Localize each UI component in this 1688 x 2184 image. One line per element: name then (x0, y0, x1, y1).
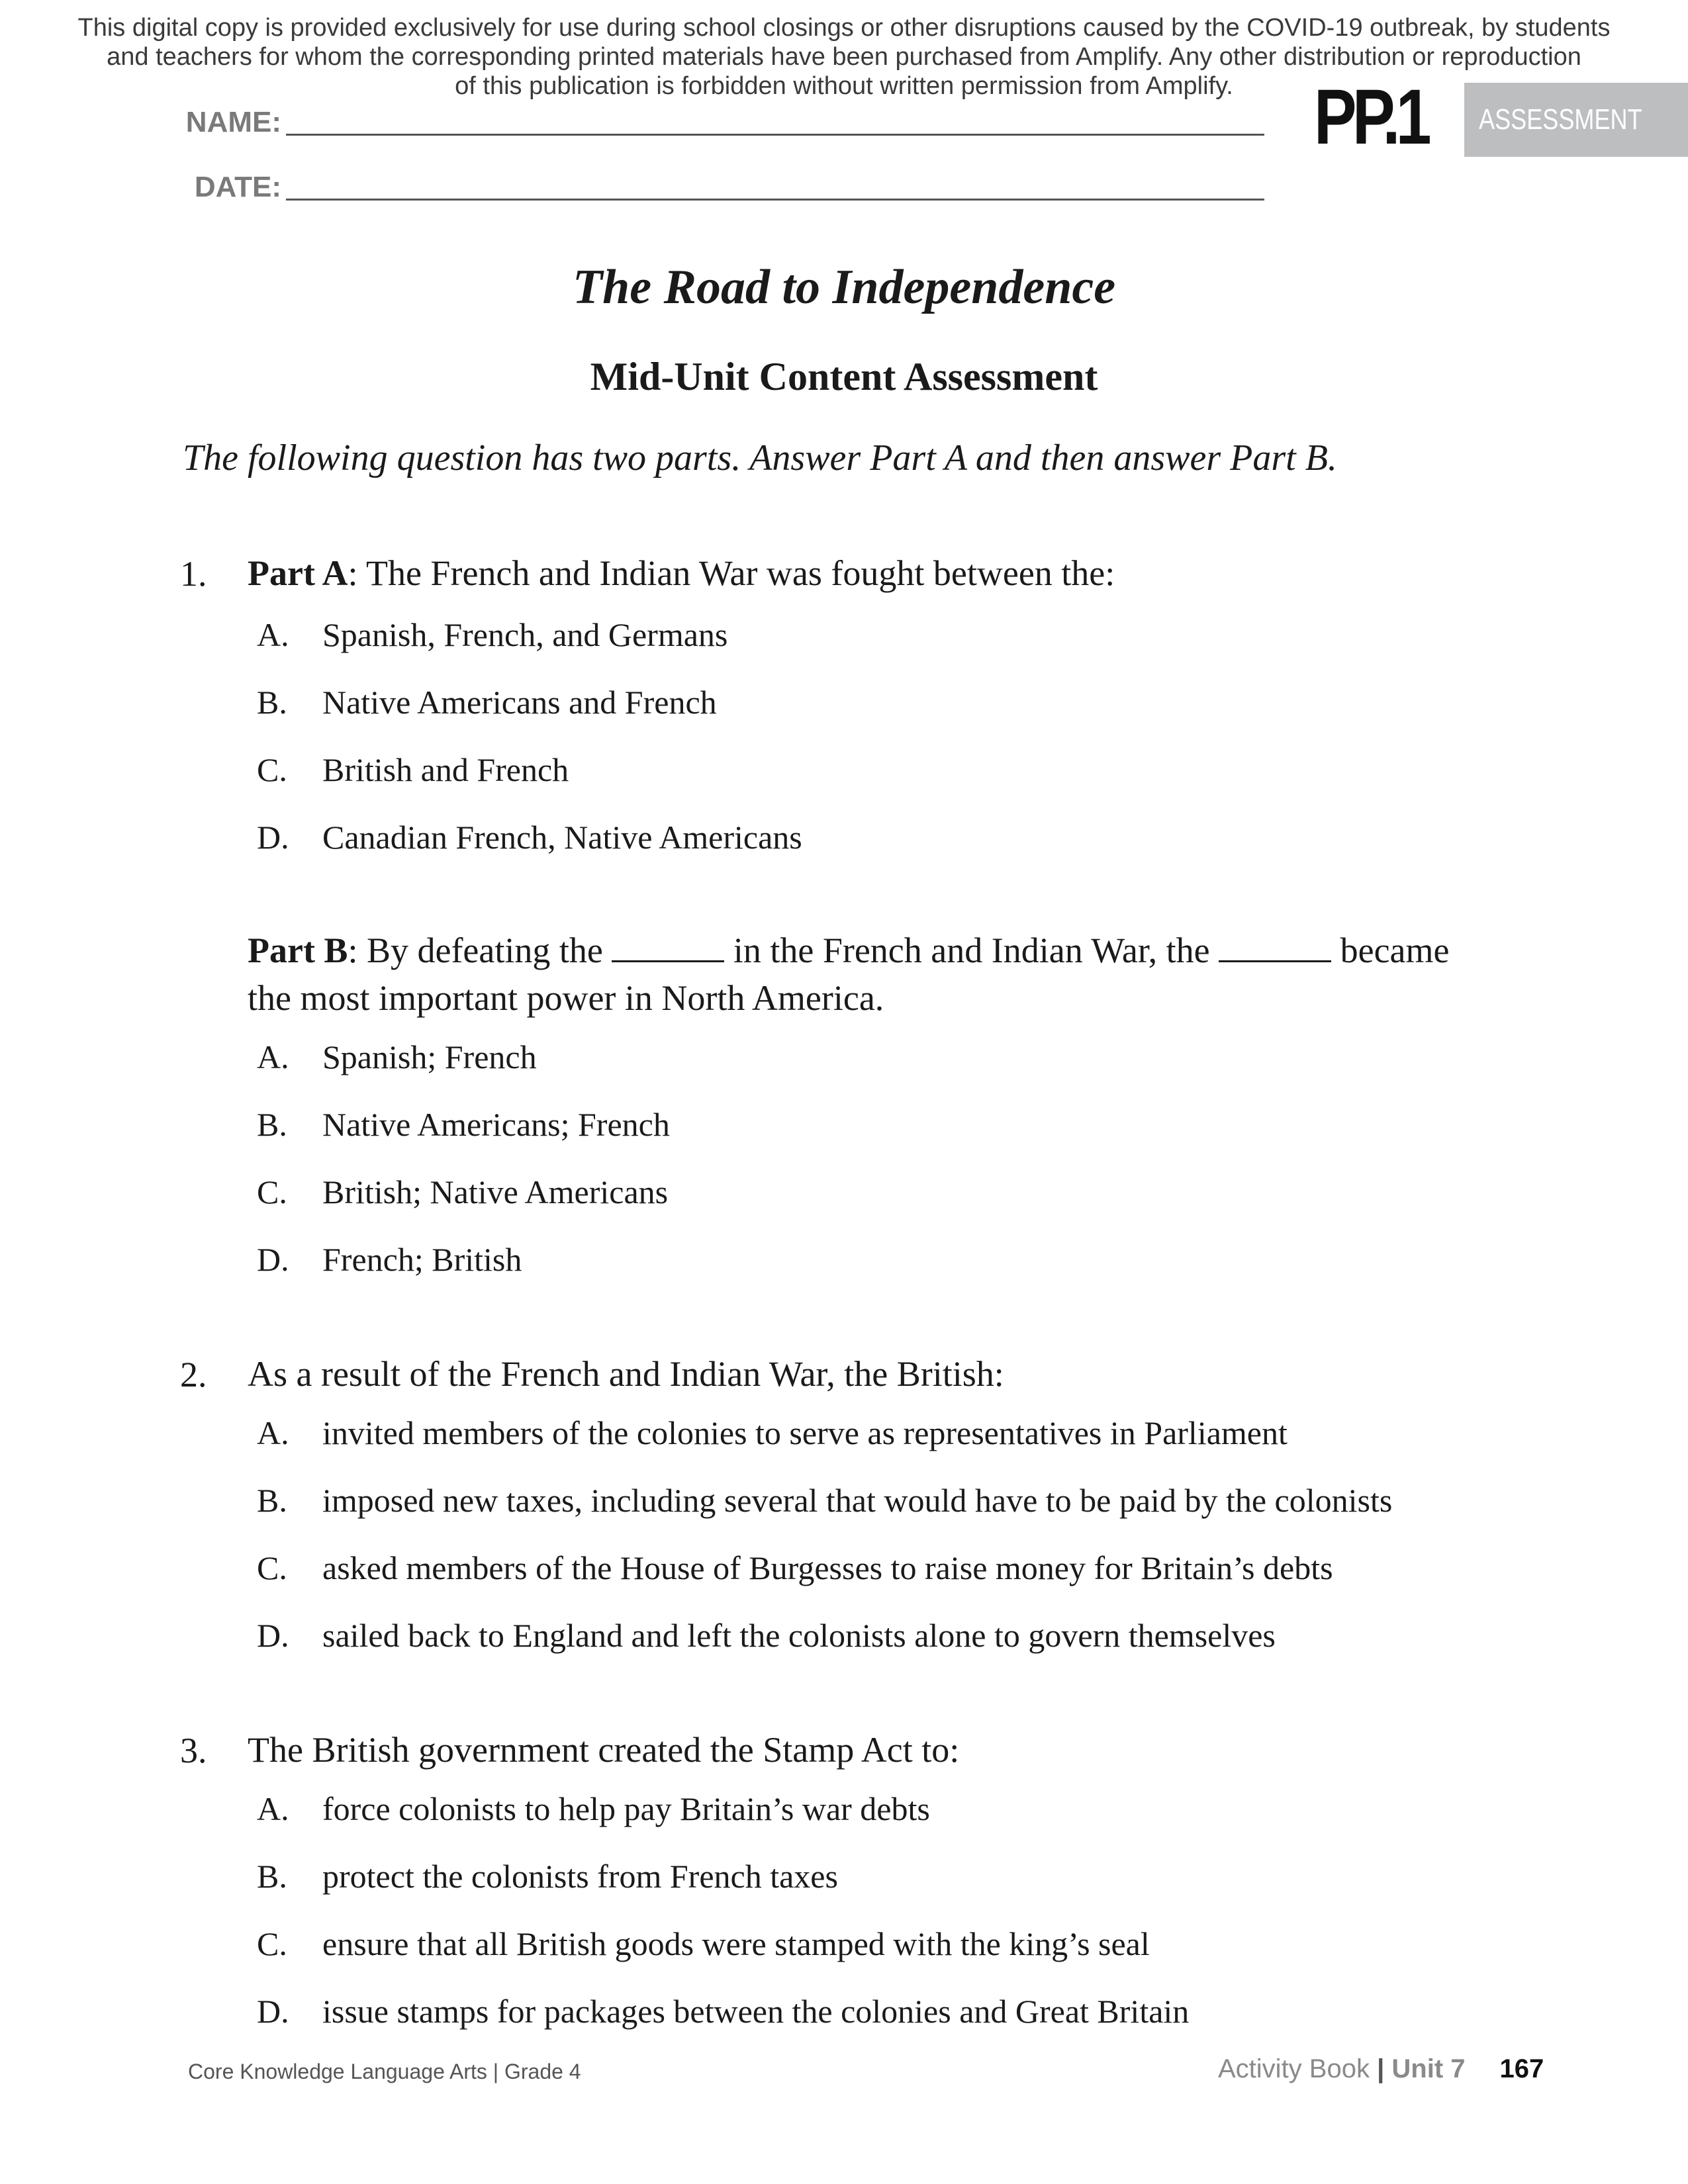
answer-option[interactable]: British; Native Americans (322, 1173, 669, 1210)
name-field[interactable] (286, 134, 1264, 136)
assessment-tag (1464, 83, 1688, 157)
page-code: PP.1 (1314, 73, 1428, 161)
notice-line-1: This digital copy is provided exclusively for use during school closings or other disruptions caused by the COVID-19 outbreak, by students (77, 14, 1611, 42)
option-letter: A. (257, 1414, 289, 1451)
answer-option[interactable]: sailed back to England and left the colonists alone to govern themselves (322, 1617, 1276, 1654)
answer-blank[interactable] (1219, 931, 1331, 962)
part-b-text-2: in the French and Indian War, the (724, 931, 1219, 970)
footer-book (1218, 2054, 1544, 2084)
date-label: DATE: (194, 171, 281, 203)
question-number: 3. (180, 1731, 207, 1770)
part-b-text-3: became (1331, 931, 1450, 970)
option-letter: D. (257, 819, 289, 856)
answer-option[interactable]: Spanish, French, and Germans (322, 616, 728, 653)
answer-option[interactable]: Native Americans; French (322, 1106, 670, 1143)
question-number: 1. (180, 554, 207, 594)
question-1-part-b (248, 927, 1505, 1022)
option-letter: A. (257, 616, 289, 653)
option-letter: B. (257, 1858, 287, 1895)
date-field[interactable] (286, 199, 1264, 201)
page-subtitle: Mid-Unit Content Assessment (590, 355, 1098, 398)
option-letter: D. (257, 1617, 289, 1654)
option-letter: D. (257, 1241, 289, 1278)
question-number: 2. (180, 1355, 207, 1394)
footer-unit: Unit 7 (1384, 2054, 1466, 2083)
answer-option[interactable]: Canadian French, Native Americans (322, 819, 802, 856)
name-label: NAME: (185, 106, 281, 138)
footer-separator: | (1377, 2054, 1385, 2083)
question-3-text: The British government created the Stamp Act to: (248, 1730, 960, 1770)
answer-option[interactable]: French; British (322, 1241, 522, 1278)
answer-option[interactable]: force colonists to help pay Britain’s war debts (322, 1790, 930, 1827)
answer-option[interactable]: imposed new taxes, including several that would have to be paid by the colonists (322, 1482, 1393, 1519)
answer-option[interactable]: ensure that all British goods were stamped with the king’s seal (322, 1925, 1150, 1962)
answer-option[interactable]: protect the colonists from French taxes (322, 1858, 838, 1895)
option-letter: C. (257, 1549, 287, 1586)
option-letter: C. (257, 1925, 287, 1962)
option-letter: C. (257, 751, 287, 788)
question-2-text: As a result of the French and Indian War, the British: (248, 1354, 1004, 1394)
page-number: 167 (1499, 2054, 1544, 2083)
instructions: The following question has two parts. Answer Part A and then answer Part B. (183, 437, 1337, 478)
part-a-label: Part A (248, 553, 348, 593)
option-letter: B. (257, 1106, 287, 1143)
option-letter: B. (257, 1482, 287, 1519)
notice-line-2: and teachers for whom the corresponding printed materials have been purchased from Amplify. Any other distribution or reproduction (107, 43, 1581, 71)
answer-option[interactable]: invited members of the colonies to serve as representatives in Parliament (322, 1414, 1288, 1451)
option-letter: B. (257, 684, 287, 721)
option-letter: A. (257, 1790, 289, 1827)
part-a-text: : The French and Indian War was fought between the: (348, 553, 1115, 593)
answer-option[interactable]: asked members of the House of Burgesses to raise money for Britain’s debts (322, 1549, 1333, 1586)
question-1-part-a (248, 549, 1505, 597)
answer-option[interactable]: Spanish; French (322, 1038, 537, 1075)
answer-option[interactable]: Native Americans and French (322, 684, 717, 721)
answer-option[interactable]: British and French (322, 751, 569, 788)
part-b-label: Part B (248, 931, 348, 970)
footer-program: Core Knowledge Language Arts | Grade 4 (188, 2060, 581, 2083)
option-letter: A. (257, 1038, 289, 1075)
notice-line-3: of this publication is forbidden without written permission from Amplify. (455, 72, 1233, 100)
option-letter: C. (257, 1173, 287, 1210)
part-b-text-1: : By defeating the (348, 931, 612, 970)
part-b-text-4: the most important power in North America. (248, 978, 884, 1018)
assessment-tag-label: ASSESSMENT (1479, 103, 1642, 136)
answer-blank[interactable] (612, 931, 724, 962)
option-letter: D. (257, 1993, 289, 2030)
footer-book-label: Activity Book (1218, 2054, 1378, 2083)
page-title: The Road to Independence (572, 260, 1116, 314)
answer-option[interactable]: issue stamps for packages between the colonies and Great Britain (322, 1993, 1190, 2030)
copyright-notice (0, 13, 1688, 101)
